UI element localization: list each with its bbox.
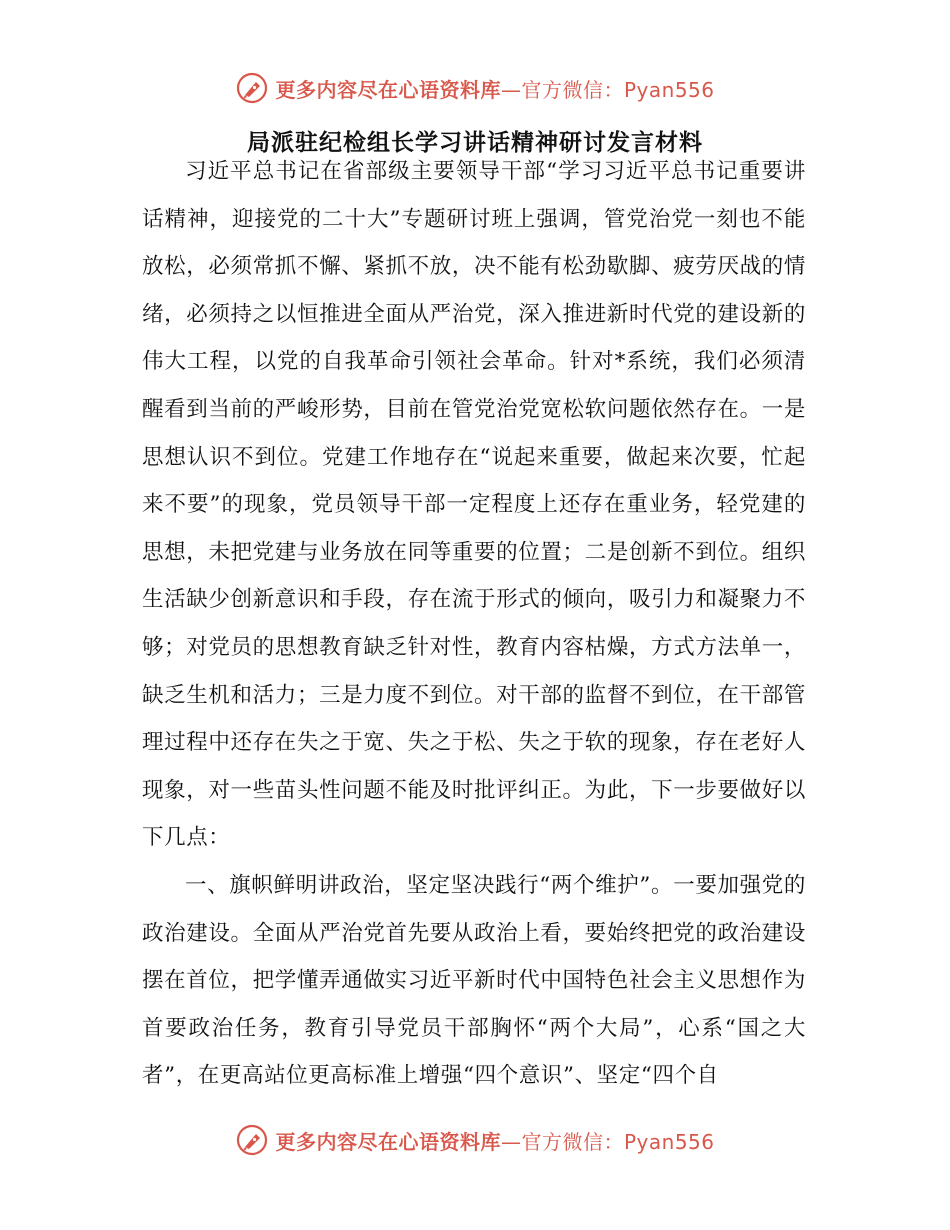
watermark-separator: — [500,1129,522,1154]
watermark-wechat-id: Pyan556 [623,1129,715,1154]
paragraph-section-one: 一、旗帜鲜明讲政治，坚定坚决践行“两个维护”。一要加强党的政治建设。全面从严治党首先要从政治上看，要始终把党的政治建设摆在首位，把学懂弄通做实习近平新时代中国特色社会主义思想作为首要政治任务，教育引导党员干部胸怀“两个大局”，心系“国之大者”，在更高站位更高标准上增强“四个意识”、坚定“四个自 [142,872,806,1089]
watermark-separator: — [500,77,522,102]
footer-watermark [0,1122,950,1158]
watermark-text [275,74,714,103]
watermark-site: 更多内容尽在心语资料库 [275,1129,501,1154]
watermark-site: 更多内容尽在心语资料库 [275,77,501,102]
pen-nib-logo-icon [235,71,269,105]
pen-nib-logo-icon [235,1123,269,1157]
watermark-wechat-label: 官方微信： [521,77,624,102]
watermark-wechat-id: Pyan556 [623,77,715,102]
watermark-text [275,1126,714,1155]
document-body [142,148,806,1100]
header-watermark [0,70,950,106]
document-title: 局派驻纪检组长学习讲话精神研讨发言材料 [247,130,703,156]
paragraph-intro: 习近平总书记在省部级主要领导干部“学习习近平总书记重要讲话精神，迎接党的二十大”专题研讨班上强调，管党治党一刻也不能放松，必须常抓不懈、紧抓不放，决不能有松劲歇脚、疲劳厌战的情绪，必须持之以恒推进全面从严治党，深入推进新时代党的建设新的伟大工程，以党的自我革命引领社会革命。针对*系统，我们必须清醒看到当前的严峻形势，目前在管党治党宽松软问题依然存在。一是思想认识不到位。党建工作地存在“说起来重要，做起来次要，忙起来不要”的现象，党员领导干部一定程度上还存在重业务，轻党建的思想，未把党建与业务放在同等重要的位置；二是创新不到位。组织生活缺少创新意识和手段，存在流于形式的倾向，吸引力和凝聚力不够；对党员的思想教育缺乏针对性，教育内容枯燥，方式方法单一，缺乏生机和活力；三是力度不到位。对干部的监督不到位，在干部管理过程中还存在失之于宽、失之于松、失之于软的现象，存在老好人现象，对一些苗头性问题不能及时批评纠正。为此，下一步要做好以下几点： [142,159,806,851]
watermark-wechat-label: 官方微信： [521,1129,624,1154]
